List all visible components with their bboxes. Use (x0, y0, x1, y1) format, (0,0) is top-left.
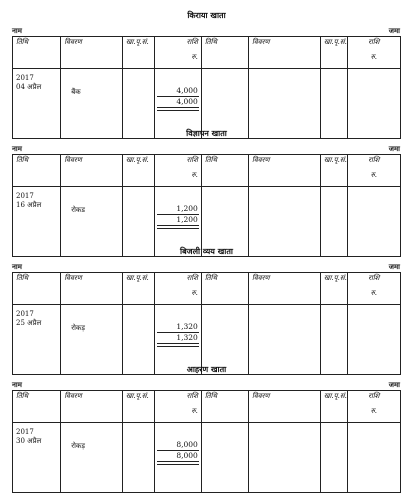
header-particulars-cr: विवरण (249, 273, 321, 305)
account-title: आहरण खाता (186, 364, 227, 374)
header-particulars-dr: विवरण (61, 391, 123, 423)
header-date-cr: तिथि (201, 391, 248, 423)
header-lf-cr: खा.पृ.सं. (320, 391, 347, 423)
header-lf-cr: खा.पृ.सं. (320, 155, 347, 187)
header-particulars-dr: विवरण (61, 273, 123, 305)
header-date-cr: तिथि (201, 273, 248, 305)
account-title: विज्ञापन खाता (186, 128, 227, 138)
entry-total: 4,000 (176, 97, 198, 106)
header-date-cr: तिथि (201, 155, 248, 187)
account-title: बिजली व्यय खाता (180, 246, 233, 256)
header-lf-dr: खा.पृ.सं. (122, 391, 154, 423)
ledger-table (12, 154, 401, 257)
entry-particulars: रोकड़ (61, 305, 123, 375)
entry-amount: 4,000 4,000 (154, 69, 201, 139)
entry-particulars: रोकड (61, 187, 123, 257)
entry-date: 2017 25 अप्रैल (13, 305, 61, 375)
header-particulars-cr: विवरण (249, 391, 321, 423)
entry-row (13, 423, 401, 493)
header-row (13, 391, 401, 423)
header-date-dr: तिथि (13, 273, 61, 305)
debit-label: नाम (12, 26, 22, 35)
credit-date (201, 423, 248, 493)
header-amount-dr: राशि रु. (154, 37, 201, 69)
header-lf-cr: खा.पृ.सं. (320, 273, 347, 305)
header-amount-cr: राशि रु. (347, 37, 400, 69)
header-date-dr: तिथि (13, 37, 61, 69)
header-amount-cr: राशि रु. (347, 273, 400, 305)
account-title: किराया खाता (187, 10, 226, 20)
header-amount-dr: राशि रु. (154, 155, 201, 187)
ledger-table (12, 272, 401, 375)
header-date-dr: तिथि (13, 155, 61, 187)
entry-amount: 1,200 1,200 (154, 187, 201, 257)
ledger-account (0, 128, 413, 248)
credit-label: जमा (388, 262, 400, 271)
entry-particulars: बैंक (61, 69, 123, 139)
header-lf-cr: खा.पृ.सं. (320, 37, 347, 69)
credit-label: जमा (388, 144, 400, 153)
header-lf-dr: खा.पृ.सं. (122, 273, 154, 305)
entry-particulars: रोकड़ (61, 423, 123, 493)
header-amount-dr: राशि रु. (154, 391, 201, 423)
credit-amount (347, 423, 400, 493)
header-date-dr: तिथि (13, 391, 61, 423)
header-particulars-dr: विवरण (61, 37, 123, 69)
credit-particulars (249, 423, 321, 493)
entry-total: 1,200 (176, 215, 198, 224)
entry-total: 8,000 (176, 451, 198, 460)
header-amount-cr: राशि रु. (347, 155, 400, 187)
entry-date: 2017 04 अप्रैल (13, 69, 61, 139)
entry-amount: 1,320 1,320 (154, 305, 201, 375)
entry-amount: 8,000 8,000 (154, 423, 201, 493)
ledger-table (12, 390, 401, 493)
credit-label: जमा (388, 380, 400, 389)
header-particulars-cr: विवरण (249, 155, 321, 187)
header-lf-dr: खा.पृ.सं. (122, 37, 154, 69)
header-amount-dr: राशि रु. (154, 273, 201, 305)
ledger-account (0, 364, 413, 484)
header-lf-dr: खा.पृ.सं. (122, 155, 154, 187)
debit-label: नाम (12, 380, 22, 389)
entry-date: 2017 16 अप्रैल (13, 187, 61, 257)
header-row (13, 273, 401, 305)
credit-label: जमा (388, 26, 400, 35)
ledger-account (0, 10, 413, 130)
credit-lf (320, 423, 347, 493)
header-amount-cr: राशि रु. (347, 391, 400, 423)
entry-lf (122, 423, 154, 493)
entry-total: 1,320 (176, 333, 198, 342)
debit-label: नाम (12, 262, 22, 271)
ledger-table (12, 36, 401, 139)
debit-label: नाम (12, 144, 22, 153)
header-row (13, 155, 401, 187)
ledger-account (0, 246, 413, 366)
entry-date: 2017 30 अप्रैल (13, 423, 61, 493)
header-date-cr: तिथि (201, 37, 248, 69)
header-row (13, 37, 401, 69)
header-particulars-cr: विवरण (249, 37, 321, 69)
header-particulars-dr: विवरण (61, 155, 123, 187)
